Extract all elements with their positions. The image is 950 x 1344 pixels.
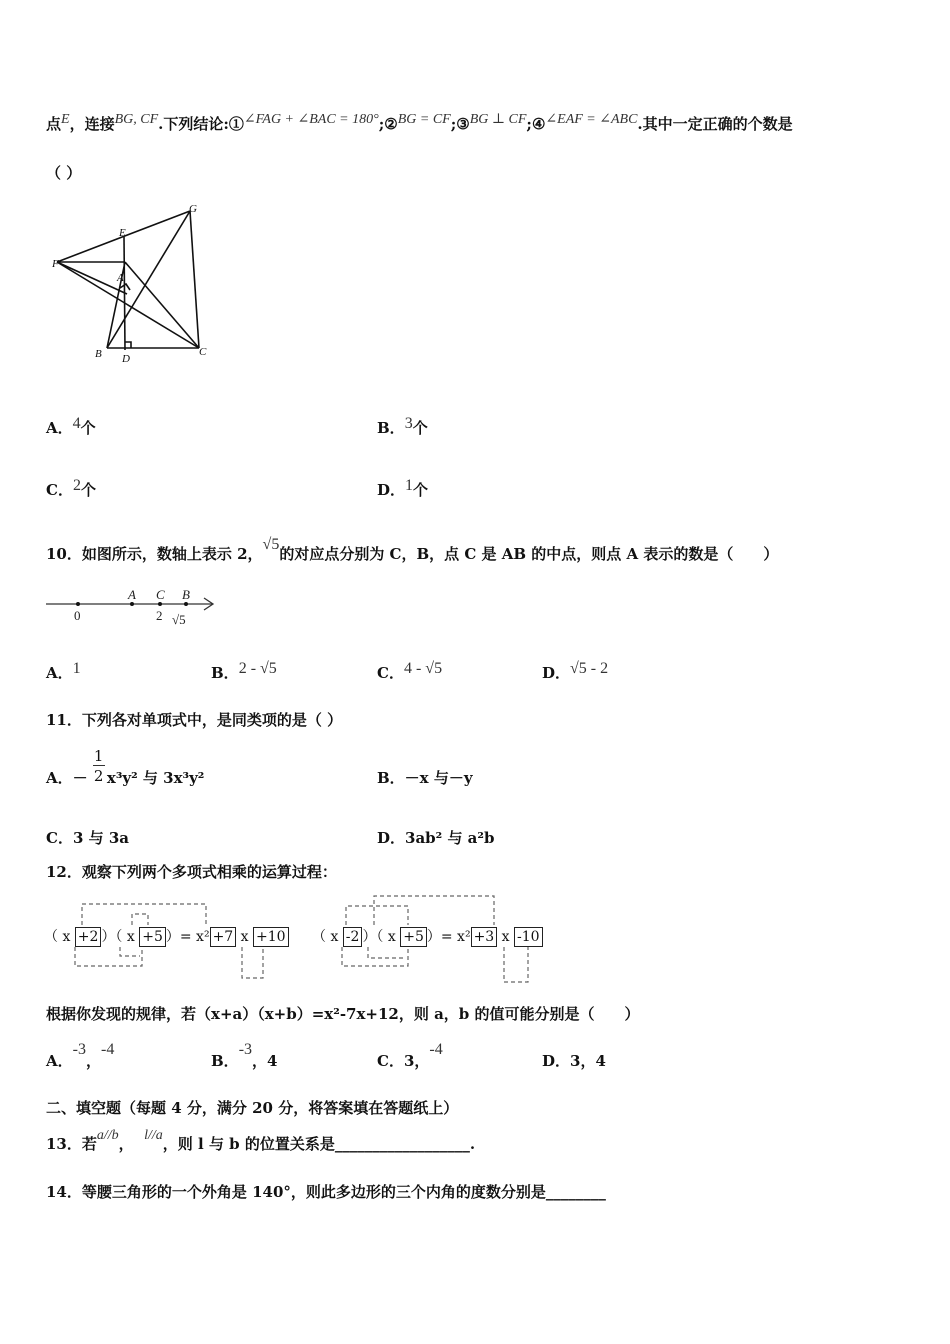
axis-label-a: A xyxy=(128,587,136,602)
q9-geometry-figure xyxy=(40,195,220,370)
eq1-box-product: +10 xyxy=(253,927,289,947)
q9-option-d[interactable]: D．1个 xyxy=(377,477,429,499)
fig-label-a: A xyxy=(117,272,124,284)
q11-option-d[interactable]: D．3ab² 与 a²b xyxy=(377,829,495,847)
axis-label-root5: √5 xyxy=(172,612,186,627)
q11-option-a[interactable]: A．－ $\frac{1}{2}$ x³y² 与 3x³y² xyxy=(46,747,205,787)
axis-label-c: C xyxy=(156,587,165,602)
math-conclusion-4: ∠EAF = ∠ABC xyxy=(545,112,638,127)
q11-stem: 11．下列各对单项式中，是同类项的是（ ） xyxy=(46,711,343,729)
q9-option-b[interactable]: B．3个 xyxy=(377,415,428,437)
math-a-parallel-b: a//b xyxy=(96,1128,119,1143)
fig-label-b: B xyxy=(95,348,102,360)
math-bg-cf: BG, CF xyxy=(114,112,159,127)
q12-option-a[interactable]: A．-3，-4 xyxy=(46,1041,115,1070)
q12-stem: 12．观察下列两个多项式相乘的运算过程： xyxy=(46,863,337,881)
math-conclusion-3: BG ⊥ CF xyxy=(469,112,527,127)
q9-option-a[interactable]: A．4个 xyxy=(46,415,96,437)
q14-stem: 14．等腰三角形的一个外角是 140°，则此多边形的三个内角的度数分别是________ xyxy=(46,1183,606,1201)
q9-option-c[interactable]: C．2个 xyxy=(46,477,96,499)
q10-option-d[interactable]: D．√5 - 2 xyxy=(542,660,609,682)
q9-stem-line1: 点E，连接BG, CF.下列结论:①∠FAG + ∠BAC = 180°;②BG = CF;③BG ⊥ CF;④∠EAF = ∠ABC.其中一定正确的个数是 xyxy=(46,112,793,133)
eq1-box-b: +5 xyxy=(139,927,166,947)
q10-option-c[interactable]: C．4 - √5 xyxy=(377,660,443,682)
math-sqrt5: √5 xyxy=(262,536,280,553)
fig-label-c: C xyxy=(199,346,207,358)
axis-label-two: 2 xyxy=(156,608,163,623)
q11-option-c[interactable]: C．3 与 3a xyxy=(46,829,129,847)
fraction-one-half: $\frac{1}{2}$ xyxy=(93,747,104,785)
q13-stem: 13．若a//b， l//a，则 l 与 b 的位置关系是__________________. xyxy=(46,1128,476,1153)
q12-option-c[interactable]: C．3，-4 xyxy=(377,1041,443,1070)
eq2-box-sum: +3 xyxy=(471,927,498,947)
math-e: E xyxy=(61,112,70,127)
q13-answer-blank[interactable]: __________________ xyxy=(334,1135,470,1153)
section-2-heading: 二、填空题（每题 4 分，满分 20 分，将答案填在答题纸上） xyxy=(46,1099,459,1117)
fig-label-g: G xyxy=(189,203,197,215)
q12-diagram-1: （ x +2 ）（ x +5 ）= x² +7 x +10 xyxy=(40,890,280,980)
q12-option-d[interactable]: D．3，4 xyxy=(542,1052,606,1070)
q10-option-a[interactable]: A．1 xyxy=(46,660,81,682)
q12-option-b[interactable]: B．-3，4 xyxy=(211,1041,278,1070)
fig-label-d: D xyxy=(122,353,130,365)
q10-stem: 10．如图所示，数轴上表示 2，√5的对应点分别为 C，B，点 C 是 AB 的中点，则点 A 表示的数是（ ） xyxy=(46,536,779,563)
eq1-box-sum: +7 xyxy=(210,927,237,947)
eq2-box-b: +5 xyxy=(400,927,427,947)
fig-label-f: F xyxy=(52,258,59,270)
math-l-parallel-a: l//a xyxy=(144,1128,163,1143)
q14-answer-blank[interactable]: ________ xyxy=(545,1183,606,1201)
q11-option-b[interactable]: B．－x 与－y xyxy=(377,769,473,787)
axis-label-b: B xyxy=(182,587,190,602)
fig-label-e: E xyxy=(119,227,126,239)
q10-number-line xyxy=(44,584,224,632)
q10-option-b[interactable]: B．2 - √5 xyxy=(211,660,277,682)
math-conclusion-2: BG = CF xyxy=(397,112,451,127)
q12-diagram-2: （ x -2 ）（ x +5 ）= x² +3 x -10 xyxy=(308,890,548,990)
math-conclusion-1: ∠FAG + ∠BAC = 180° xyxy=(243,112,379,127)
eq2-box-a: -2 xyxy=(343,927,363,947)
eq2-box-product: -10 xyxy=(514,927,543,947)
axis-label-zero: 0 xyxy=(74,608,81,623)
q9-paren: （ ） xyxy=(46,164,82,182)
eq1-box-a: +2 xyxy=(75,927,102,947)
q12-rule: 根据你发现的规律，若（x+a）（x+b）=x²-7x+12，则 a，b 的值可能分别是（ ） xyxy=(46,1005,640,1023)
